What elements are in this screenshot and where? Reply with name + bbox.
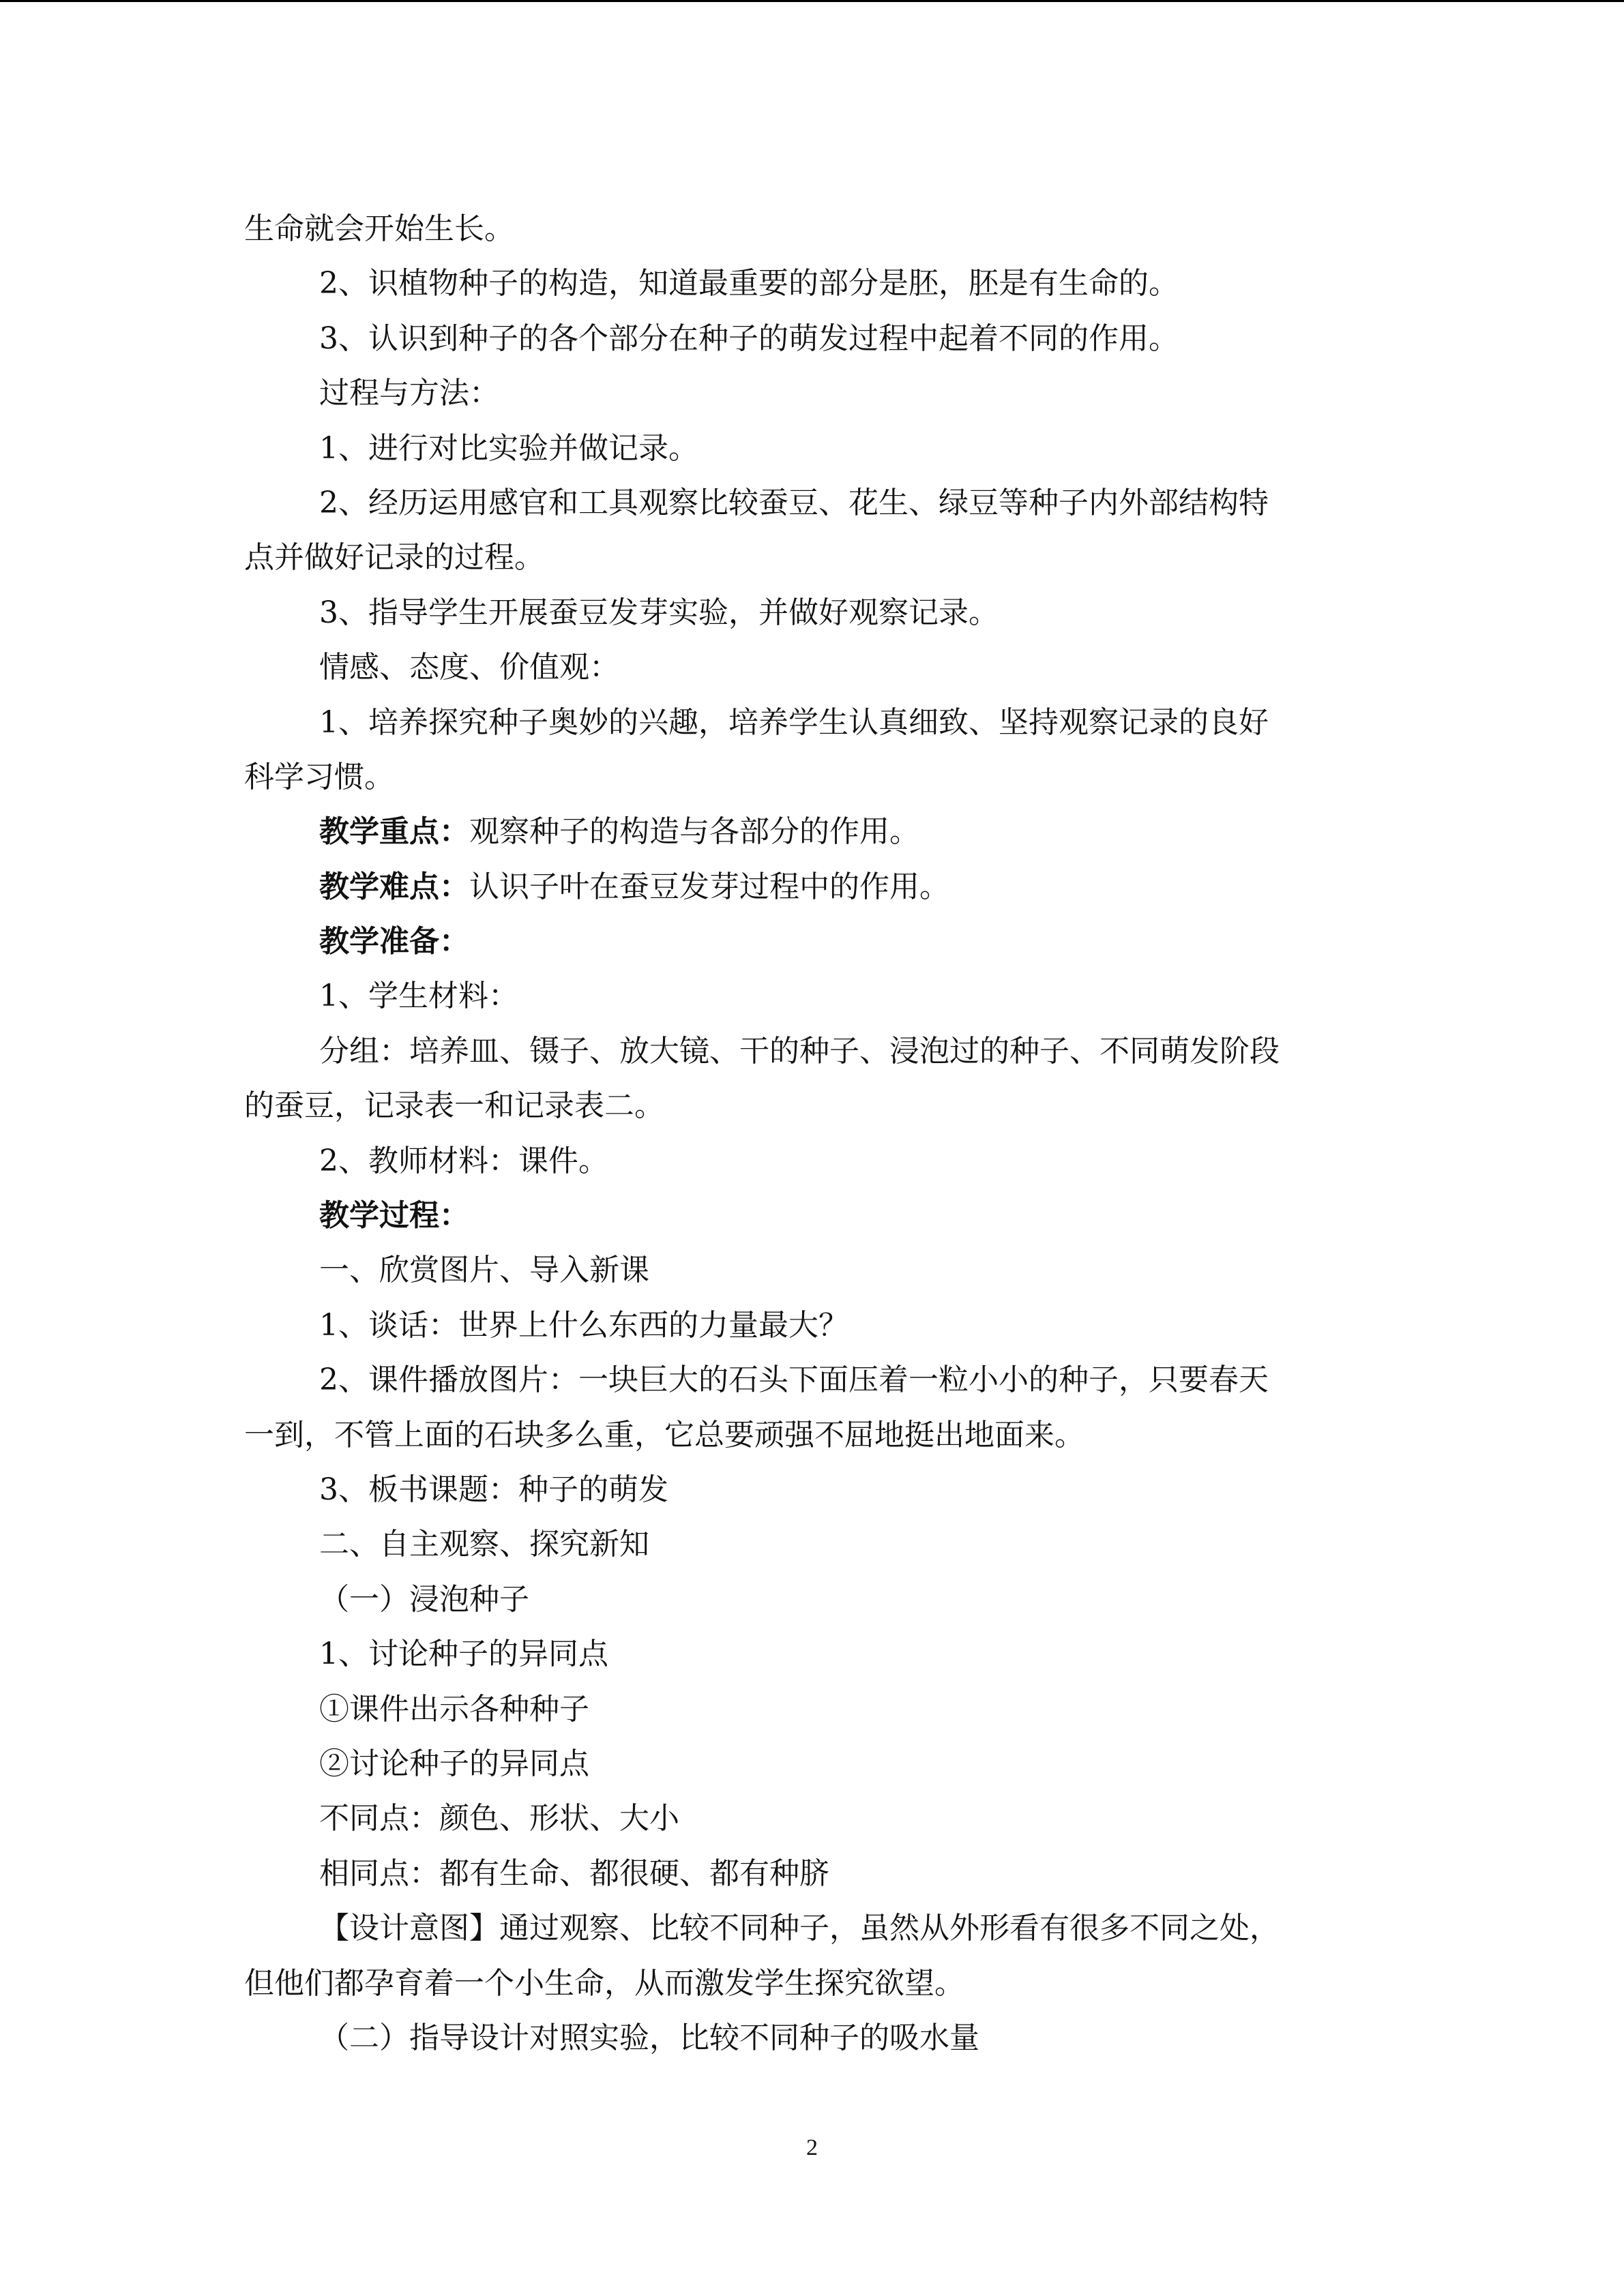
text-line: ①课件出示各种种子 [319, 1691, 589, 1727]
text-line: 3、板书课题：种子的萌发 [319, 1472, 668, 1507]
text-line: 2、识植物种子的构造，知道最重要的部分是胚，胚是有生命的。 [319, 266, 1179, 301]
text-line: 1、谈话：世界上什么东西的力量最大？ [319, 1307, 848, 1343]
key-point-text: 观察种子的构造与各部分的作用。 [469, 814, 919, 850]
section-heading: 情感、态度、价值观： [319, 650, 619, 685]
text-line: 相同点：都有生命、都很硬、都有种脐 [319, 1855, 829, 1891]
text-line: （一）浸泡种子 [319, 1581, 529, 1617]
key-point-line [244, 805, 1373, 859]
document-body [244, 202, 1373, 2066]
difficult-point-line [244, 860, 1373, 914]
text-line: 2、经历运用感官和工具观察比较蚕豆、花生、绿豆等种子内外部结构特 [319, 485, 1269, 520]
preparation-heading: 教学准备： [319, 924, 469, 959]
text-line: 分组：培养皿、镊子、放大镜、干的种子、浸泡过的种子、不同萌发阶段 [319, 1033, 1280, 1069]
process-heading: 教学过程： [319, 1198, 469, 1234]
key-point-label: 教学重点： [319, 814, 469, 850]
text-line: 一到，不管上面的石块多么重，它总要顽强不屈地挺出地面来。 [244, 1417, 1084, 1452]
page-number: 2 [806, 2135, 818, 2160]
text-line: 2、课件播放图片：一块巨大的石头下面压着一粒小小的种子，只要春天 [319, 1362, 1269, 1398]
text-line: 1、进行对比实验并做记录。 [319, 430, 698, 466]
text-line: ②讨论种子的异同点 [319, 1746, 589, 1781]
text-line: 【设计意图】通过观察、比较不同种子，虽然从外形看有很多不同之处， [319, 1911, 1280, 1946]
text-line: 3、指导学生开展蚕豆发芽实验，并做好观察记录。 [319, 595, 999, 630]
text-line: 生命就会开始生长。 [244, 211, 514, 246]
text-line: 2、教师材料：课件。 [319, 1143, 608, 1178]
text-line: 3、认识到种子的各个部分在种子的萌发过程中起着不同的作用。 [319, 320, 1179, 356]
text-line: 一、欣赏图片、导入新课 [319, 1253, 649, 1288]
section-heading: 过程与方法： [319, 376, 499, 411]
text-line: 二、自主观察、探究新知 [319, 1527, 649, 1562]
difficult-point-label: 教学难点： [319, 869, 469, 904]
text-line: 1、学生材料： [319, 979, 518, 1014]
text-line: 1、讨论种子的异同点 [319, 1637, 608, 1672]
text-line: 不同点：颜色、形状、大小 [319, 1801, 679, 1836]
text-line: 科学习惯。 [244, 759, 394, 794]
text-line: 但他们都孕育着一个小生命，从而激发学生探究欲望。 [244, 1965, 964, 2001]
text-line: （二）指导设计对照实验，比较不同种子的吸水量 [319, 2020, 979, 2055]
difficult-point-text: 认识子叶在蚕豆发芽过程中的作用。 [469, 869, 949, 904]
text-line: 点并做好记录的过程。 [244, 540, 544, 576]
text-line: 的蚕豆，记录表一和记录表二。 [244, 1088, 664, 1124]
text-line: 1、培养探究种子奥妙的兴趣，培养学生认真细致、坚持观察记录的良好 [319, 704, 1269, 740]
